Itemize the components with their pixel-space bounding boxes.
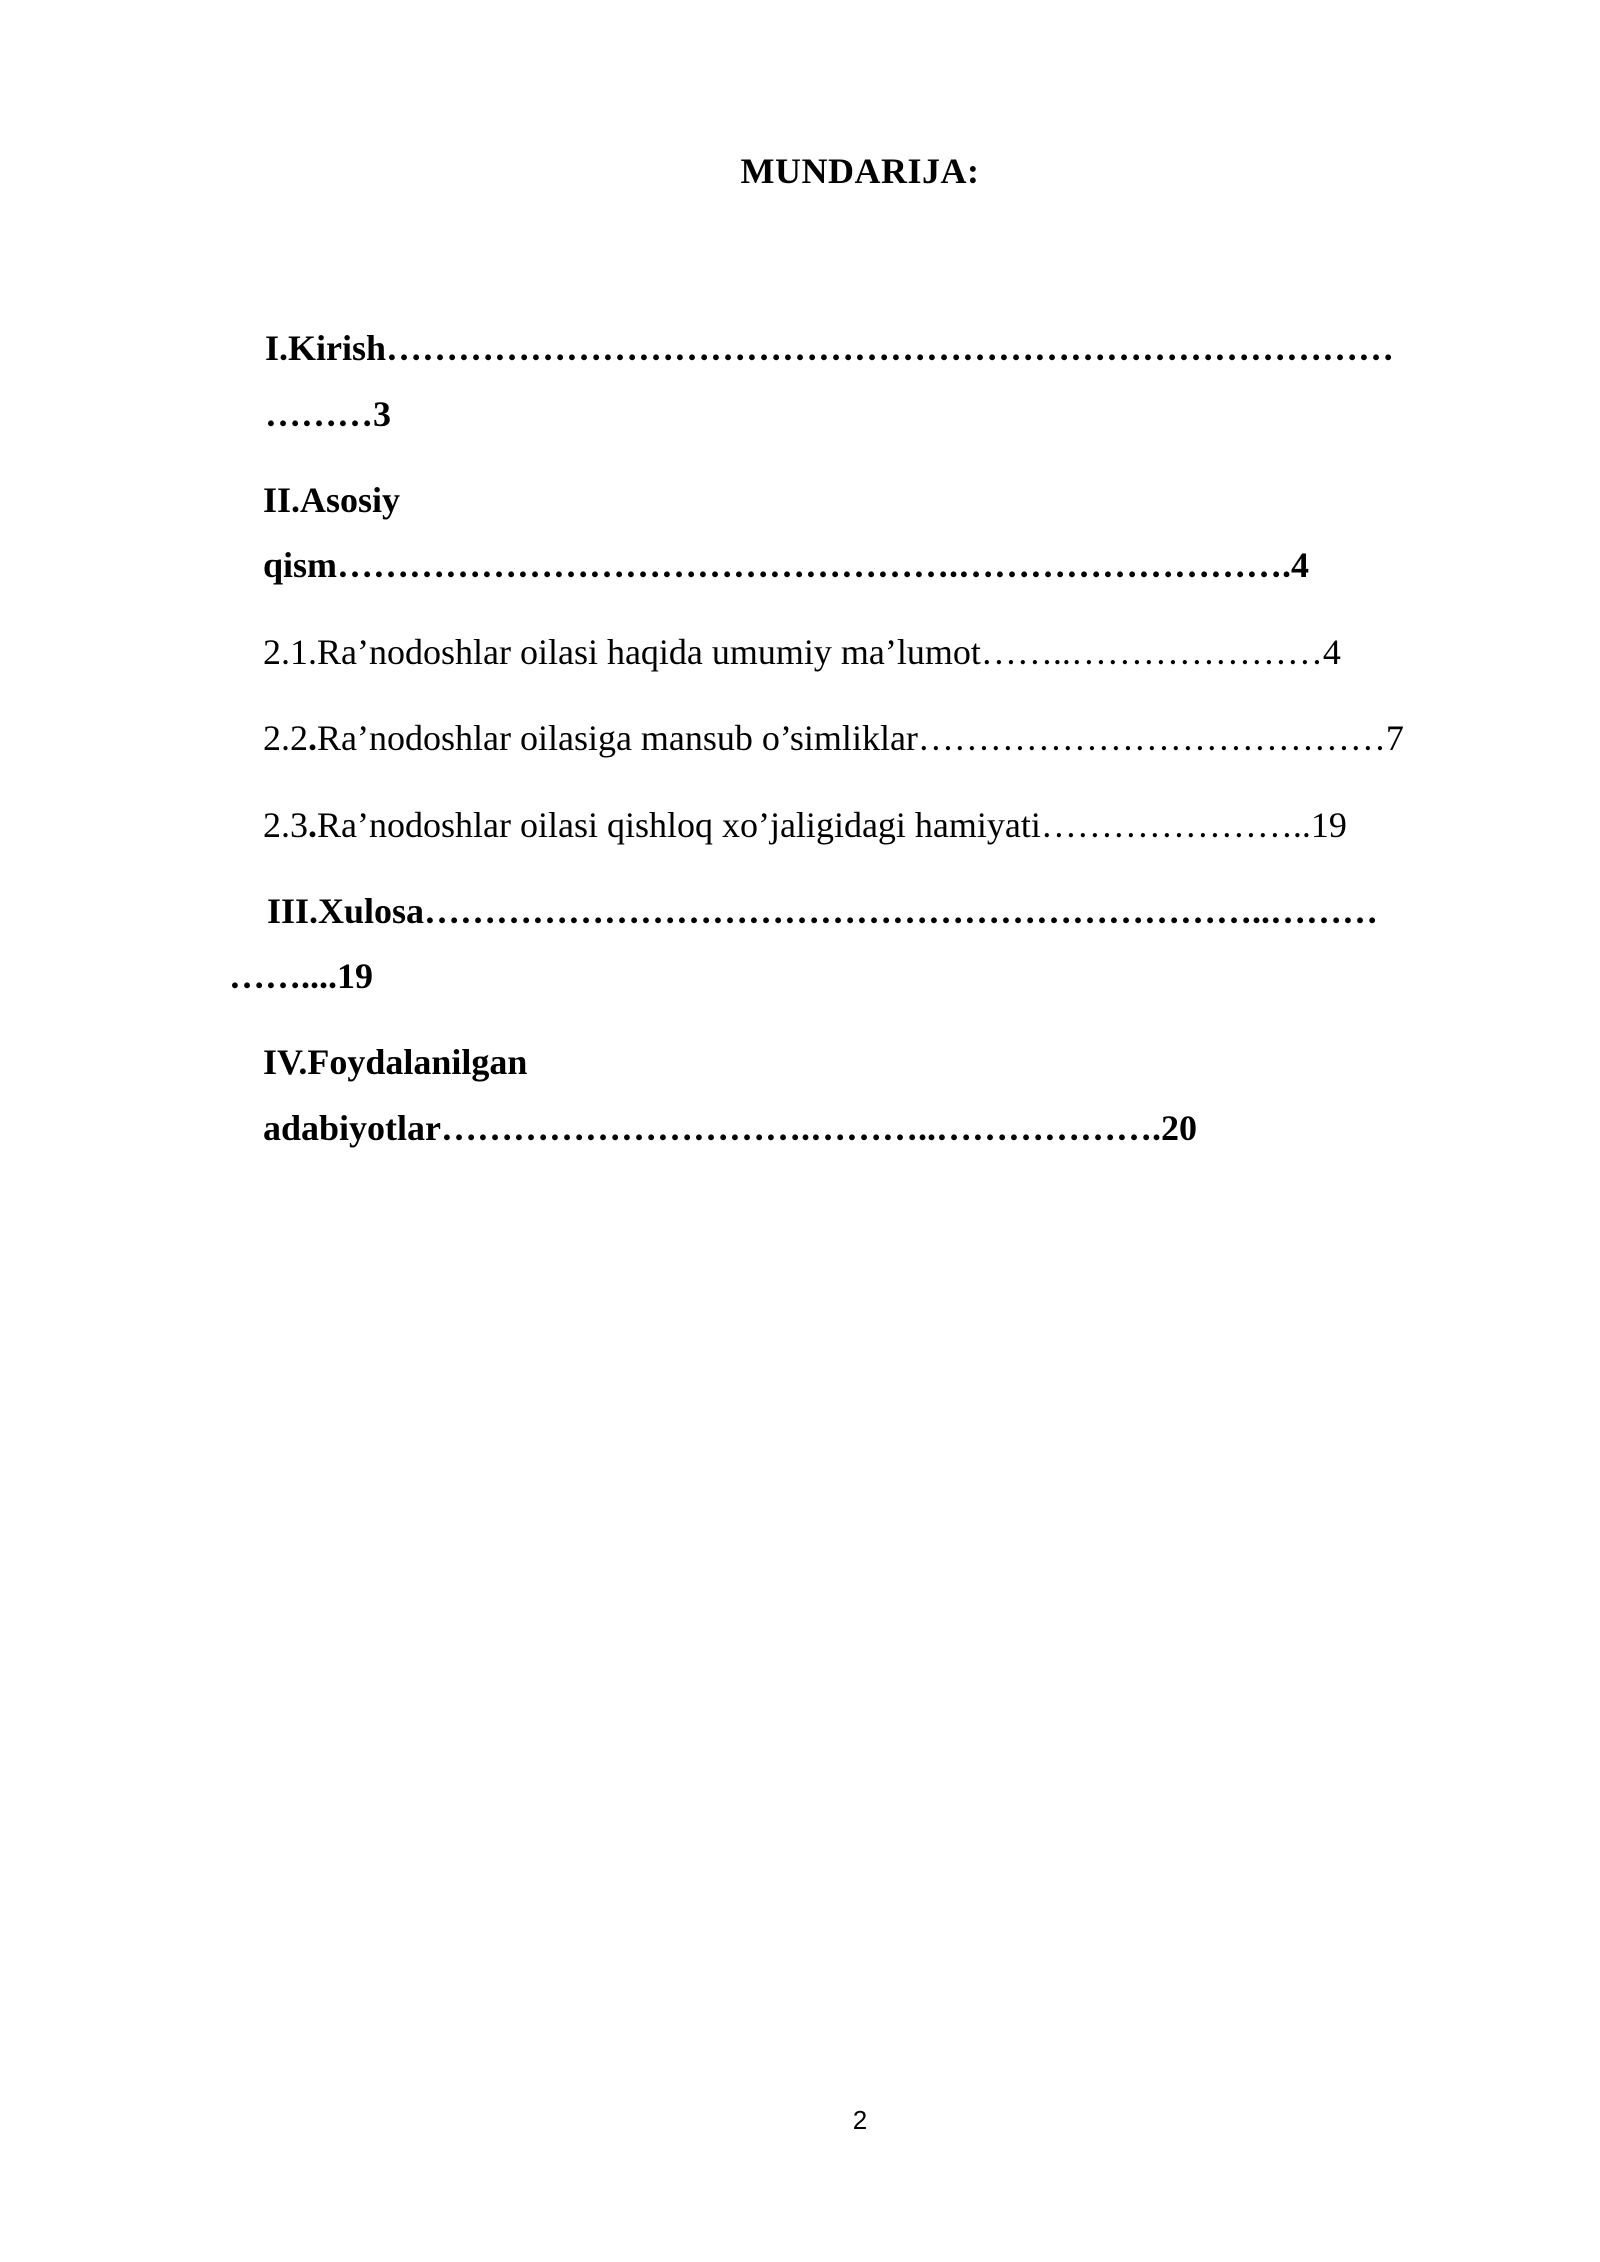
toc-entry-adabiyotlar: adabiyotlar………………………….………..……………….20 — [263, 1108, 1198, 1148]
toc-entry-2-3-text: Ra’nodoshlar oilasi qishloq xo’jaligidagi hamiyati…………………..19 — [317, 805, 1347, 845]
toc-entry-foydalanilgan: IV.Foydalanilgan — [263, 1042, 528, 1082]
toc-entry-xulosa: III.Xulosa……………………………………………………………..……… — [267, 891, 1379, 931]
toc-entry-2-3-dot: . — [308, 805, 317, 845]
toc-entry-2-2-number: 2.2 — [263, 718, 308, 758]
toc-entry-asosiy-qism: qism…………………………………………….……………………….4 — [263, 545, 1310, 585]
page-number: 2 — [852, 2105, 868, 2135]
toc-entry-2-2-dot: . — [308, 718, 317, 758]
toc-entry-asosiy: II.Asosiy — [263, 480, 401, 520]
toc-entry-kirish-page: ………3 — [265, 394, 391, 434]
toc-entry-2-2-text: Ra’nodoshlar oilasiga mansub o’simliklar…………………………………7 — [317, 718, 1404, 758]
toc-entry-2-3 — [263, 803, 1347, 847]
toc-title: MUNDARIJA: — [740, 151, 980, 191]
toc-entry-kirish: I.Kirish………………………………………………………………………… — [265, 328, 1395, 368]
toc-entry-2-3-number: 2.3 — [263, 805, 308, 845]
toc-entry-2-2 — [263, 716, 1404, 760]
toc-entry-xulosa-page: ……....19 — [229, 956, 373, 996]
toc-entry-2-1: 2.1.Ra’nodoshlar oilasi haqida umumiy ma’lumot……..…………………4 — [263, 632, 1341, 672]
